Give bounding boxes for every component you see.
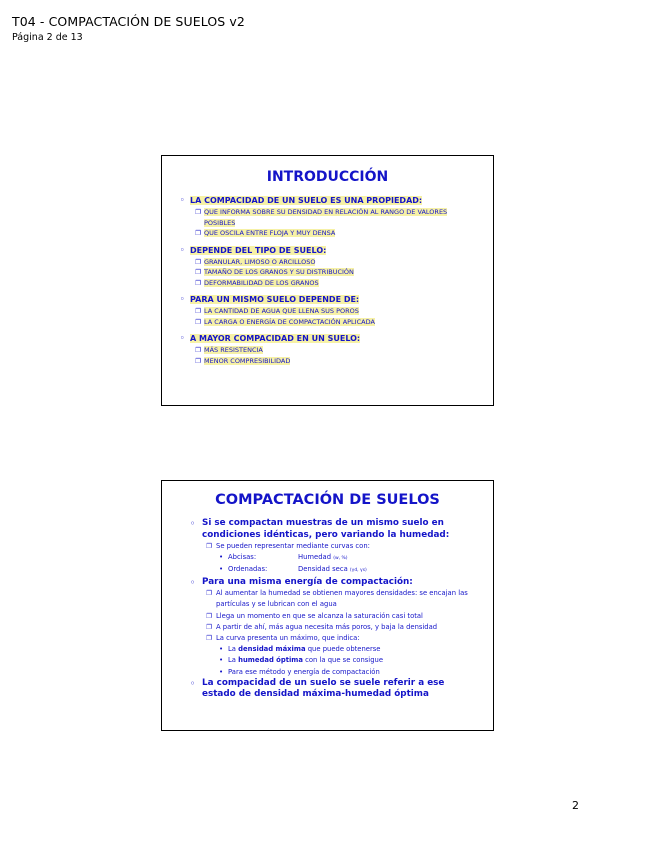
list-item	[190, 518, 477, 577]
bullet-text: Si se compactan muestras de un mismo suelo en condiciones idénticas, pero variando la humedad:	[202, 518, 450, 540]
definition-row: • Ordenadas: Densidad seca (γd, γs)	[228, 564, 477, 576]
slide-compactacion-de-suelos	[161, 480, 494, 731]
list-item	[180, 195, 475, 239]
sub-item: ❐ Al aumentar la humedad se obtienen mayores densidades: se encajan las partículas y se lubrican con el agua	[206, 589, 468, 609]
bullet-icon: ◦	[190, 519, 196, 528]
page-number: 2	[572, 799, 579, 812]
square-bullet-icon: ❐	[195, 346, 201, 354]
third-level-item: • La densidad máxima que puede obtenerse	[228, 644, 477, 655]
sub-item: ❐ QUE OSCILA ENTRE FLOJA Y MUY DENSA	[195, 229, 336, 237]
dot-bullet-icon: •	[219, 656, 224, 665]
sub-item: ❐ Se pueden representar mediante curvas con: • Abcisas: Humedad (w, %) • Ordenadas: Densidad seca (γd, γs)	[216, 541, 477, 577]
sub-item: ❐ DEFORMABILIDAD DE LOS GRANOS	[195, 278, 319, 287]
dot-bullet-icon: •	[219, 553, 224, 562]
sub-item: ❐ MÁS RESISTENCIA	[195, 346, 263, 354]
sub-item: ❐ TAMAÑO DE LOS GRANOS Y SU DISTRIBUCIÓN	[195, 268, 354, 276]
sub-item: ❐ La curva presenta un máximo, que indica: • La densidad máxima que puede obtenerse • La humedad óptima con la que se consigue • Para ese método y energía de compactación	[216, 633, 477, 678]
square-bullet-icon: ❐	[206, 633, 212, 642]
slide-title: INTRODUCCIÓN	[266, 169, 389, 185]
sub-item: ❐ LA CARGA O ENERGÍA DE COMPACTACIÓN APLICADA	[195, 317, 375, 326]
bullet-text: Para una misma energía de compactación:	[202, 576, 413, 587]
bullet-text: A MAYOR COMPACIDAD EN UN SUELO:	[190, 334, 361, 343]
sub-item: ❐ LA CANTIDAD DE AGUA QUE LLENA SUS POROS	[195, 307, 359, 315]
bullet-icon: ◦	[190, 678, 196, 688]
bullet-text: LA COMPACIDAD DE UN SUELO ES UNA PROPIEDAD:	[190, 196, 423, 205]
third-level-item: • Para ese método y energía de compactación	[228, 667, 477, 678]
bullet-list	[162, 195, 493, 366]
square-bullet-icon: ❐	[195, 307, 201, 315]
slide-introduccion	[161, 155, 494, 406]
bullet-text: DEPENDE DEL TIPO DE SUELO:	[190, 245, 327, 255]
bullet-icon: ◦	[180, 196, 185, 204]
bullet-icon: ◦	[180, 245, 185, 254]
dot-bullet-icon: •	[219, 565, 224, 574]
sub-item: ❐ MENOR COMPRESIBILIDAD	[195, 356, 291, 365]
slide-title: COMPACTACIÓN DE SUELOS	[215, 492, 440, 508]
list-item	[190, 677, 477, 701]
square-bullet-icon: ❐	[206, 611, 212, 620]
document-title: T04 - COMPACTACIÓN DE SUELOS v2	[12, 14, 245, 29]
bullet-list	[162, 518, 493, 701]
square-bullet-icon: ❐	[195, 208, 201, 216]
square-bullet-icon: ❐	[206, 589, 212, 598]
square-bullet-icon: ❐	[206, 542, 212, 550]
sub-item: ❐ Llega un momento en que se alcanza la saturación casi total	[216, 611, 477, 622]
square-bullet-icon: ❐	[195, 356, 201, 365]
square-bullet-icon: ❐	[195, 257, 201, 266]
dot-bullet-icon: •	[219, 645, 224, 654]
square-bullet-icon: ❐	[195, 278, 201, 287]
third-level-item: • La humedad óptima con la que se consigue	[228, 655, 477, 666]
bullet-text: PARA UN MISMO SUELO DEPENDE DE:	[190, 295, 360, 304]
bullet-text: La compacidad de un suelo se suele referir a ese estado de densidad máxima-humedad óptima	[202, 677, 445, 700]
square-bullet-icon: ❐	[206, 622, 212, 631]
square-bullet-icon: ❐	[195, 268, 201, 276]
bullet-icon: ◦	[190, 577, 196, 587]
definition-row: • Abcisas: Humedad (w, %)	[228, 552, 477, 564]
square-bullet-icon: ❐	[195, 317, 201, 326]
dot-bullet-icon: •	[219, 667, 224, 676]
list-item	[180, 333, 475, 366]
sub-item: ❐ GRANULAR, LIMOSO O ARCILLOSO	[195, 257, 316, 266]
list-item	[180, 245, 475, 289]
list-item	[190, 576, 477, 678]
bullet-icon: ◦	[180, 295, 185, 303]
square-bullet-icon: ❐	[195, 229, 201, 237]
sub-item: ❐ A partir de ahí, más agua necesita más poros, y baja la densidad	[216, 622, 477, 633]
page-info: Página 2 de 13	[12, 32, 83, 43]
sub-item: ❐ QUE INFORMA SOBRE SU DENSIDAD EN RELACIÓN AL RANGO DE VALORES POSIBLES	[195, 208, 448, 227]
list-item	[180, 294, 475, 327]
bullet-icon: ◦	[180, 334, 185, 342]
